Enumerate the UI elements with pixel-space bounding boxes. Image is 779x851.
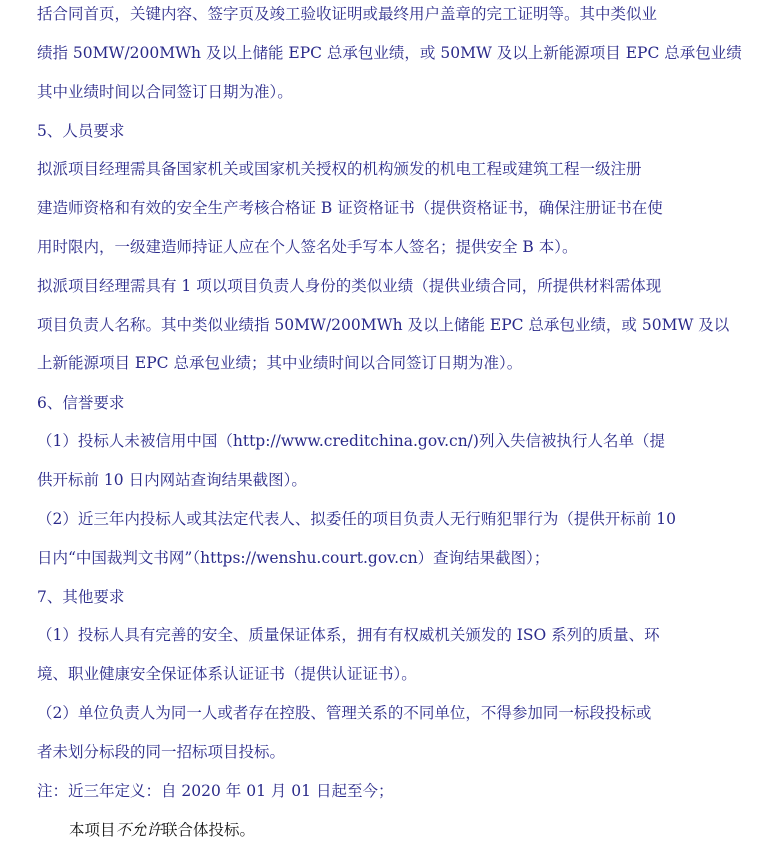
consortium-statement	[69, 820, 255, 840]
note-line: 注：近三年定义：自 2020 年 01 月 01 日起至今；	[37, 782, 394, 800]
section-heading-credit: 6、信誉要求	[37, 394, 125, 412]
statement-suffix: 联合体投标。	[162, 821, 256, 839]
paragraph-line: （2）近三年内投标人或其法定代表人、拟委任的项目负责人无行贿犯罪行为（提供开标前 10	[37, 510, 677, 528]
section-heading-other: 7、其他要求	[37, 588, 125, 606]
paragraph-line: 其中业绩时间以合同签订日期为准）。	[37, 83, 293, 101]
paragraph-line: （2）单位负责人为同一人或者存在控股、管理关系的不同单位，不得参加同一标段投标或	[37, 704, 652, 722]
paragraph-line: 者未划分标段的同一招标项目投标。	[37, 743, 286, 761]
paragraph-line: （1）投标人具有完善的安全、质量保证体系，拥有有权威机关颁发的 ISO 系列的质量、环	[37, 626, 660, 644]
paragraph-line: 供开标前 10 日内网站查询结果截图）。	[37, 471, 307, 489]
statement-emphasis: 不允许	[115, 821, 163, 839]
paragraph-line: 拟派项目经理需具有 1 项以项目负责人身份的类似业绩（提供业绩合同，所提供材料需体现	[37, 277, 662, 295]
paragraph-line: 日内“中国裁判文书网”（https://wenshu.court.gov.cn）查询结果截图）；	[37, 549, 550, 567]
paragraph-line: 用时限内，一级建造师持证人应在个人签名处手写本人签名；提供安全 B 本）。	[37, 238, 578, 256]
paragraph-line: 上新能源项目 EPC 总承包业绩；其中业绩时间以合同签订日期为准）。	[37, 354, 523, 372]
statement-prefix: 本项目	[69, 821, 116, 839]
paragraph-line: 绩指 50MW/200MWh 及以上储能 EPC 总承包业绩，或 50MW 及以上新能源项目 EPC 总承包业绩	[37, 44, 742, 62]
paragraph-line: 拟派项目经理需具备国家机关或国家机关授权的机构颁发的机电工程或建筑工程一级注册	[37, 160, 642, 178]
paragraph-line: 境、职业健康安全保证体系认证证书（提供认证证书）。	[37, 665, 417, 683]
section-heading-personnel: 5、人员要求	[37, 122, 125, 140]
paragraph-line: 项目负责人名称。其中类似业绩指 50MW/200MWh 及以上储能 EPC 总承包业绩，或 50MW 及以	[37, 316, 730, 334]
paragraph-line: （1）投标人未被信用中国（http://www.creditchina.gov.cn/)列入失信被执行人名单（提	[37, 432, 665, 450]
paragraph-line: 建造师资格和有效的安全生产考核合格证 B 证资格证书（提供资格证书，确保注册证书在使	[37, 199, 663, 217]
paragraph-line: 括合同首页，关键内容、签字页及竣工验收证明或最终用户盖章的完工证明等。其中类似业	[37, 5, 658, 23]
